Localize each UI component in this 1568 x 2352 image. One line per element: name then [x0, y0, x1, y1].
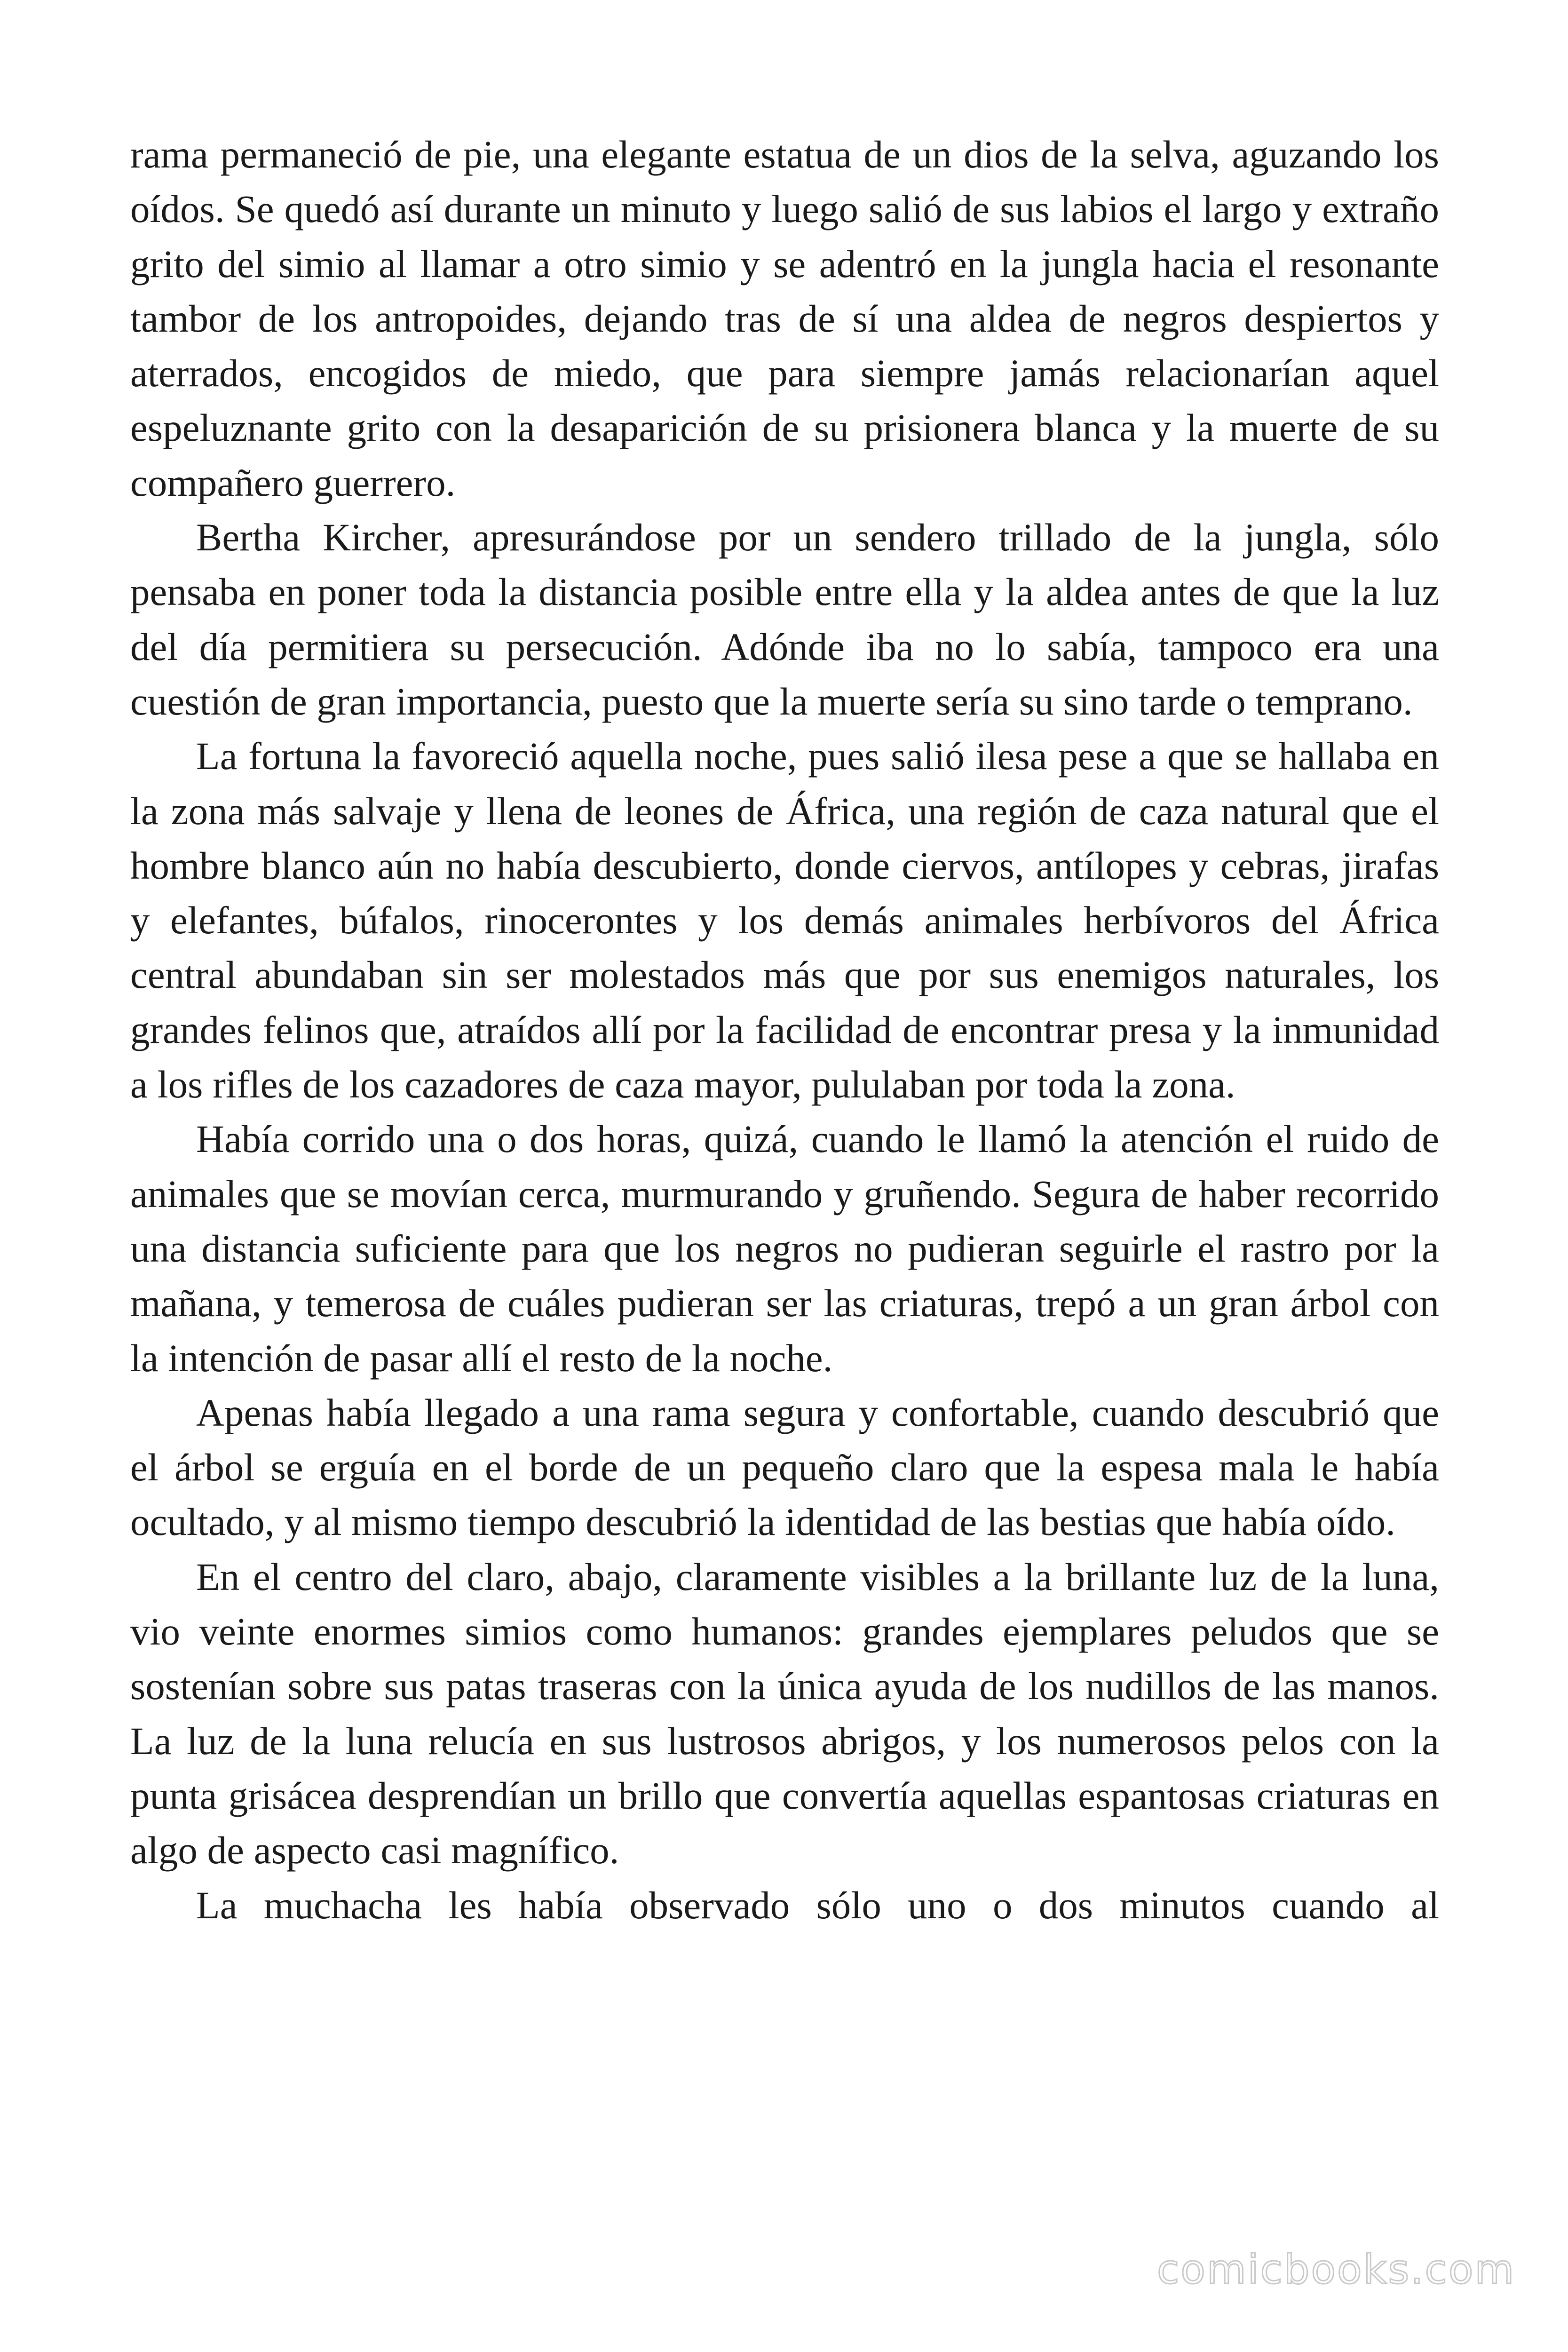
book-page-text	[130, 127, 1439, 1932]
paragraph-7-last-line: La muchacha les había observado sólo uno o dos minutos cuando al	[196, 1883, 1439, 1927]
paragraph-6: En el centro del claro, abajo, claramente visibles a la brillante luz de la luna, vio veinte enormes simios como humanos: grandes ejemplares peludos que se sostenían sobre sus patas traseras con la única ayuda de los nudillos de las manos. La luz de la luna relucía en sus lustrosos abrigos, y los numerosos pelos con la punta grisácea desprendían un brillo que convertía aquellas espantosas criaturas en algo de aspecto casi magnífico.	[130, 1555, 1439, 1872]
paragraph-1: rama permaneció de pie, una elegante estatua de un dios de la selva, aguzando los oídos. Se quedó así durante un minuto y luego salió de sus labios el largo y extraño grito del simio al llamar a otro simio y se adentró en la jungla hacia el resonante tambor de los antropoides, dejando tras de sí una aldea de negros despiertos y aterrados, encogidos de miedo, que para siempre jamás relacionarían aquel espeluznante grito con la desaparición de su prisionera blanca y la muerte de su compañero guerrero.	[130, 133, 1439, 504]
paragraph-4: Había corrido una o dos horas, quizá, cuando le llamó la atención el ruido de animales que se movían cerca, murmurando y gruñendo. Segura de haber recorrido una distancia suficiente para que los negros no pudieran seguirle el rastro por la mañana, y temerosa de cuáles pudieran ser las criaturas, trepó a un gran árbol con la intención de pasar allí el resto de la noche.	[130, 1117, 1439, 1380]
paragraph-3: La fortuna la favoreció aquella noche, pues salió ilesa pese a que se hallaba en la zona más salvaje y llena de leones de África, una región de caza natural que el hombre blanco aún no había descubierto, donde ciervos, antílopes y cebras, jirafas y elefantes, búfalos, rinocerontes y los demás animales herbívoros del África central abundaban sin ser molestados más que por sus enemigos naturales, los grandes felinos que, atraídos allí por la facilidad de encontrar presa y la inmunidad a los rifles de los cazadores de caza mayor, pululaban por toda la zona.	[130, 734, 1439, 1106]
paragraph-5: Apenas había llegado a una rama segura y confortable, cuando descubrió que el árbol se erguía en el borde de un pequeño claro que la espesa mala le había ocultado, y al mismo tiempo descubrió la identidad de las bestias que había oído.	[130, 1391, 1439, 1544]
paragraph-2: Bertha Kircher, apresurándose por un sendero trillado de la jungla, sólo pensaba en poner toda la distancia posible entre ella y la aldea antes de que la luz del día permitiera su persecución. Adónde iba no lo sabía, tampoco era una cuestión de gran importancia, puesto que la muerte sería su sino tarde o temprano.	[130, 516, 1439, 723]
watermark: comicbooks.com	[1157, 2246, 1516, 2293]
